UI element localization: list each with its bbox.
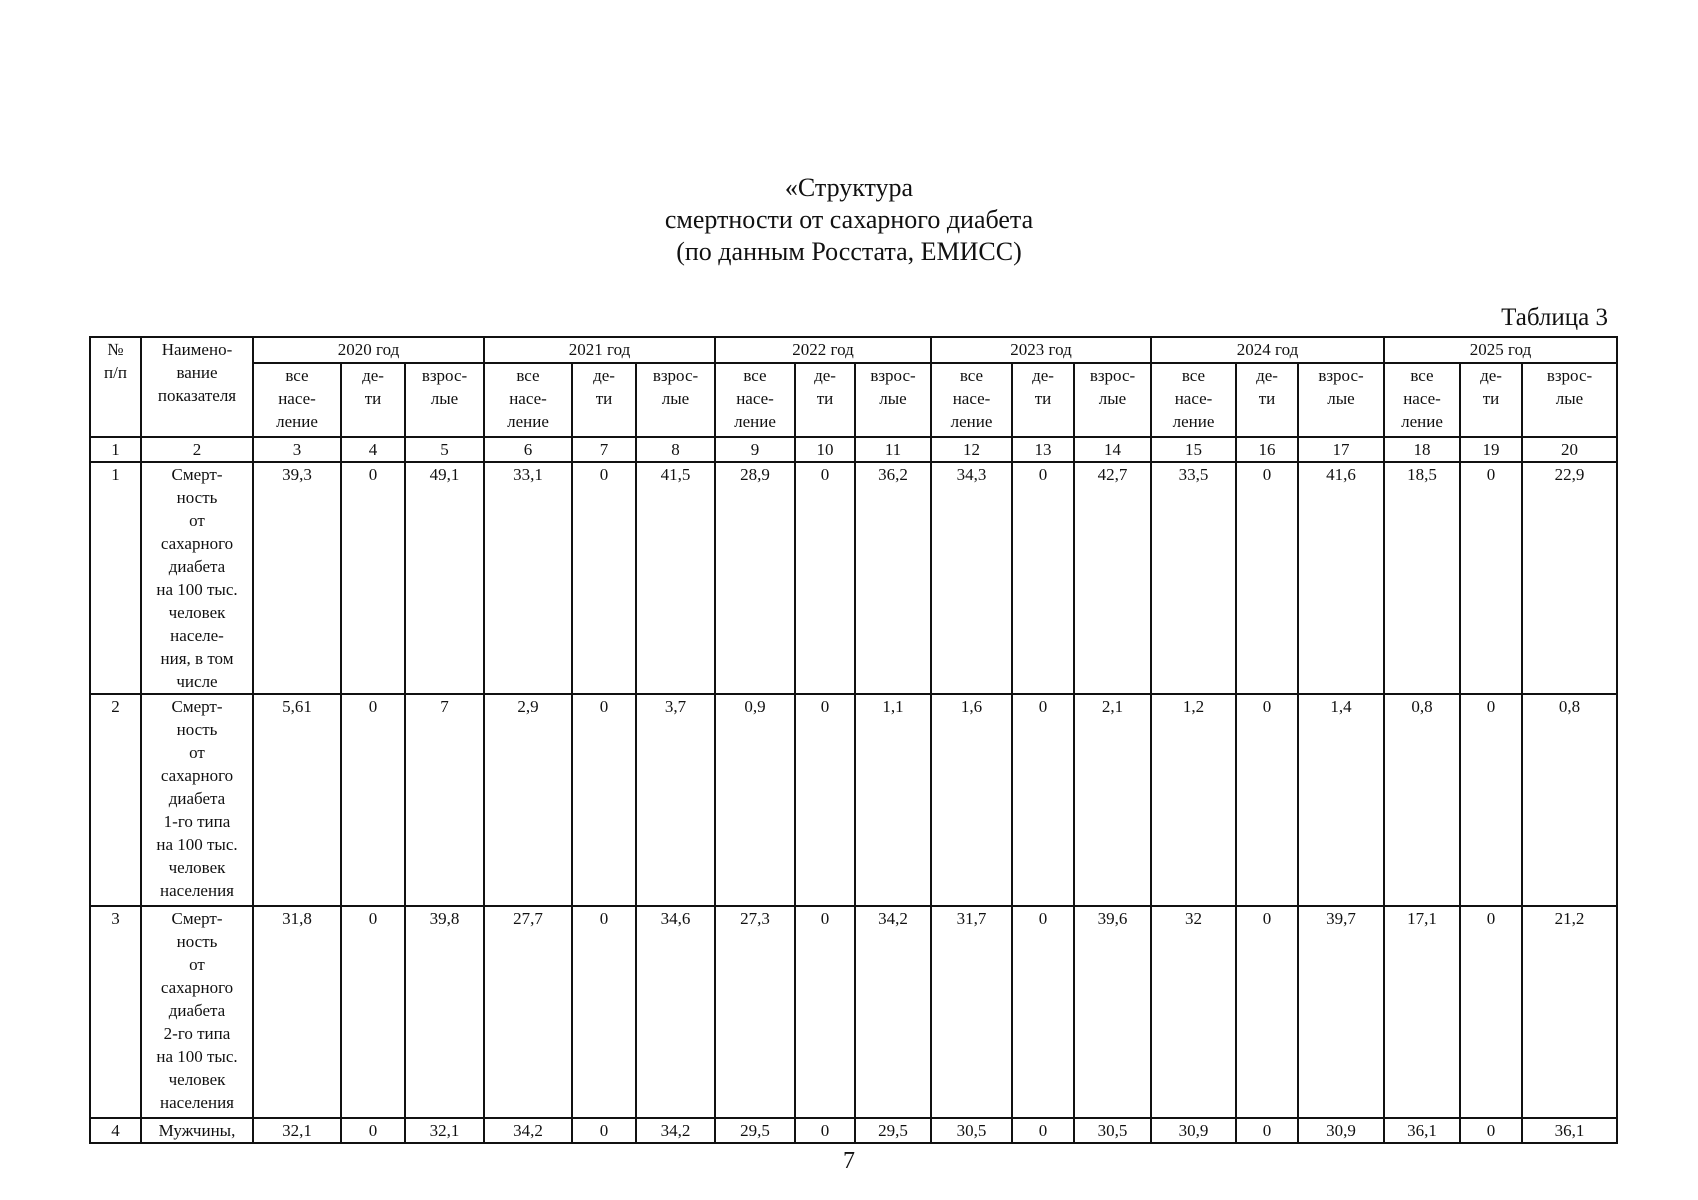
value-cell: 0 bbox=[1012, 462, 1074, 694]
value-cell: 0 bbox=[341, 1118, 405, 1143]
value-cell: 39,8 bbox=[405, 906, 484, 1118]
subheader-all-population: все насе- ление bbox=[484, 363, 572, 437]
column-number: 8 bbox=[636, 437, 715, 462]
value-cell: 1,1 bbox=[855, 694, 931, 906]
column-number: 3 bbox=[253, 437, 341, 462]
title-line-1: «Структура bbox=[784, 173, 914, 202]
value-cell: 0 bbox=[1460, 906, 1522, 1118]
column-number: 7 bbox=[572, 437, 636, 462]
column-number: 10 bbox=[795, 437, 855, 462]
value-cell: 27,7 bbox=[484, 906, 572, 1118]
value-cell: 34,2 bbox=[484, 1118, 572, 1143]
column-number: 15 bbox=[1151, 437, 1236, 462]
value-cell: 39,6 bbox=[1074, 906, 1151, 1118]
value-cell: 39,3 bbox=[253, 462, 341, 694]
column-number: 18 bbox=[1384, 437, 1460, 462]
subheader-all-population: все насе- ление bbox=[1151, 363, 1236, 437]
value-cell: 0,8 bbox=[1522, 694, 1617, 906]
value-cell: 29,5 bbox=[855, 1118, 931, 1143]
value-cell: 0 bbox=[572, 906, 636, 1118]
value-cell: 0 bbox=[572, 694, 636, 906]
value-cell: 32,1 bbox=[253, 1118, 341, 1143]
value-cell: 32 bbox=[1151, 906, 1236, 1118]
value-cell: 0 bbox=[1236, 694, 1298, 906]
value-cell: 31,8 bbox=[253, 906, 341, 1118]
subheader-all-population: все насе- ление bbox=[715, 363, 795, 437]
value-cell: 0 bbox=[1460, 694, 1522, 906]
value-cell: 0 bbox=[795, 1118, 855, 1143]
header-year-2025: 2025 год bbox=[1384, 337, 1617, 363]
subheader-adults: взрос- лые bbox=[1522, 363, 1617, 437]
column-number: 5 bbox=[405, 437, 484, 462]
value-cell: 21,2 bbox=[1522, 906, 1617, 1118]
value-cell: 28,9 bbox=[715, 462, 795, 694]
column-number: 2 bbox=[141, 437, 253, 462]
subheader-children: де- ти bbox=[341, 363, 405, 437]
column-number: 11 bbox=[855, 437, 931, 462]
value-cell: 0 bbox=[795, 462, 855, 694]
value-cell: 0 bbox=[795, 694, 855, 906]
value-cell: 36,1 bbox=[1384, 1118, 1460, 1143]
value-cell: 42,7 bbox=[1074, 462, 1151, 694]
subheader-all-population: все насе- ление bbox=[931, 363, 1012, 437]
table-label: Таблица 3 bbox=[1501, 304, 1608, 331]
column-number: 17 bbox=[1298, 437, 1384, 462]
row-number: 1 bbox=[90, 462, 141, 694]
page-number: 7 bbox=[843, 1148, 855, 1174]
column-number: 4 bbox=[341, 437, 405, 462]
value-cell: 18,5 bbox=[1384, 462, 1460, 694]
value-cell: 39,7 bbox=[1298, 906, 1384, 1118]
value-cell: 0 bbox=[341, 694, 405, 906]
value-cell: 1,2 bbox=[1151, 694, 1236, 906]
value-cell: 0 bbox=[1460, 1118, 1522, 1143]
value-cell: 30,9 bbox=[1151, 1118, 1236, 1143]
value-cell: 36,2 bbox=[855, 462, 931, 694]
value-cell: 0 bbox=[1236, 462, 1298, 694]
mortality-table bbox=[89, 336, 1618, 1144]
value-cell: 0 bbox=[1236, 906, 1298, 1118]
value-cell: 36,1 bbox=[1522, 1118, 1617, 1143]
value-cell: 7 bbox=[405, 694, 484, 906]
column-number: 19 bbox=[1460, 437, 1522, 462]
value-cell: 27,3 bbox=[715, 906, 795, 1118]
row-number: 4 bbox=[90, 1118, 141, 1143]
table-row bbox=[90, 462, 1617, 694]
title-line-3: (по данным Росстата, ЕМИСС) bbox=[676, 237, 1022, 266]
value-cell: 49,1 bbox=[405, 462, 484, 694]
indicator-name: Смерт- ность от сахарного диабета 1-го типа на 100 тыс. человек населения bbox=[141, 694, 253, 906]
indicator-name: Смерт- ность от сахарного диабета на 100 тыс. человек населе- ния, в том числе bbox=[141, 462, 253, 694]
header-year-2022: 2022 год bbox=[715, 337, 931, 363]
indicator-name: Мужчины, bbox=[141, 1118, 253, 1143]
header-year-2020: 2020 год bbox=[253, 337, 484, 363]
value-cell: 0,8 bbox=[1384, 694, 1460, 906]
header-year-2023: 2023 год bbox=[931, 337, 1151, 363]
value-cell: 0 bbox=[1012, 1118, 1074, 1143]
value-cell: 33,1 bbox=[484, 462, 572, 694]
subheader-all-population: все насе- ление bbox=[253, 363, 341, 437]
subheader-children: де- ти bbox=[795, 363, 855, 437]
title-line-2: смертности от сахарного диабета bbox=[664, 205, 1034, 234]
value-cell: 0 bbox=[1460, 462, 1522, 694]
header-year-2021: 2021 год bbox=[484, 337, 715, 363]
value-cell: 17,1 bbox=[1384, 906, 1460, 1118]
column-number: 9 bbox=[715, 437, 795, 462]
value-cell: 0 bbox=[1012, 906, 1074, 1118]
value-cell: 22,9 bbox=[1522, 462, 1617, 694]
subheader-adults: взрос- лые bbox=[1298, 363, 1384, 437]
value-cell: 33,5 bbox=[1151, 462, 1236, 694]
subheader-adults: взрос- лые bbox=[636, 363, 715, 437]
value-cell: 3,7 bbox=[636, 694, 715, 906]
value-cell: 0 bbox=[341, 462, 405, 694]
subheader-children: де- ти bbox=[572, 363, 636, 437]
subheader-adults: взрос- лые bbox=[405, 363, 484, 437]
value-cell: 30,5 bbox=[1074, 1118, 1151, 1143]
value-cell: 31,7 bbox=[931, 906, 1012, 1118]
indicator-name: Смерт- ность от сахарного диабета 2-го типа на 100 тыс. человек населения bbox=[141, 906, 253, 1118]
subheader-children: де- ти bbox=[1236, 363, 1298, 437]
header-no: № п/п bbox=[90, 337, 141, 437]
value-cell: 34,2 bbox=[636, 1118, 715, 1143]
value-cell: 30,9 bbox=[1298, 1118, 1384, 1143]
subheader-adults: взрос- лые bbox=[1074, 363, 1151, 437]
value-cell: 32,1 bbox=[405, 1118, 484, 1143]
value-cell: 2,1 bbox=[1074, 694, 1151, 906]
table-row bbox=[90, 906, 1617, 1118]
document-title bbox=[0, 172, 1698, 268]
row-number: 3 bbox=[90, 906, 141, 1118]
value-cell: 0 bbox=[341, 906, 405, 1118]
subheader-adults: взрос- лые bbox=[855, 363, 931, 437]
value-cell: 29,5 bbox=[715, 1118, 795, 1143]
value-cell: 1,4 bbox=[1298, 694, 1384, 906]
value-cell: 34,6 bbox=[636, 906, 715, 1118]
value-cell: 0,9 bbox=[715, 694, 795, 906]
value-cell: 0 bbox=[572, 462, 636, 694]
row-number: 2 bbox=[90, 694, 141, 906]
column-number: 12 bbox=[931, 437, 1012, 462]
header-year-2024: 2024 год bbox=[1151, 337, 1384, 363]
subheader-children: де- ти bbox=[1460, 363, 1522, 437]
header-name: Наимено- вание показателя bbox=[141, 337, 253, 437]
value-cell: 0 bbox=[1236, 1118, 1298, 1143]
value-cell: 1,6 bbox=[931, 694, 1012, 906]
value-cell: 34,3 bbox=[931, 462, 1012, 694]
value-cell: 0 bbox=[1012, 694, 1074, 906]
column-number: 20 bbox=[1522, 437, 1617, 462]
column-number: 14 bbox=[1074, 437, 1151, 462]
value-cell: 30,5 bbox=[931, 1118, 1012, 1143]
value-cell: 41,5 bbox=[636, 462, 715, 694]
subheader-all-population: все насе- ление bbox=[1384, 363, 1460, 437]
value-cell: 5,61 bbox=[253, 694, 341, 906]
table-row bbox=[90, 1118, 1617, 1143]
column-number: 13 bbox=[1012, 437, 1074, 462]
column-number: 16 bbox=[1236, 437, 1298, 462]
value-cell: 41,6 bbox=[1298, 462, 1384, 694]
subheader-children: де- ти bbox=[1012, 363, 1074, 437]
value-cell: 0 bbox=[572, 1118, 636, 1143]
value-cell: 0 bbox=[795, 906, 855, 1118]
column-number: 6 bbox=[484, 437, 572, 462]
value-cell: 2,9 bbox=[484, 694, 572, 906]
table-row bbox=[90, 694, 1617, 906]
column-number: 1 bbox=[90, 437, 141, 462]
value-cell: 34,2 bbox=[855, 906, 931, 1118]
